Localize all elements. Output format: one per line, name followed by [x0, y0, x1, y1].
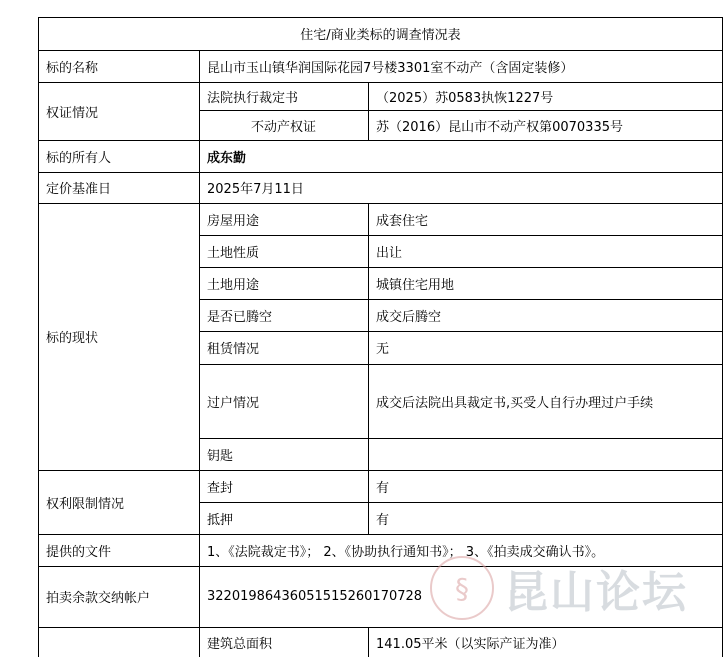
restriction-label-mortgage: 抵押	[207, 512, 234, 528]
label-price-date: 定价基准日	[46, 182, 112, 197]
value-documents: 1、《法院裁定书》； 2、《协助执行通知书》； 3、《拍卖成交确认书》。	[207, 544, 605, 560]
status-label-keys: 钥匙	[207, 448, 234, 464]
label-restrictions: 权利限制情况	[46, 496, 125, 512]
watermark-text: 昆山论坛	[504, 567, 688, 618]
status-value-land-nature: 出让	[376, 245, 403, 261]
value-price-date: 2025年7月11日	[207, 182, 304, 197]
label-status: 标的现状	[46, 331, 99, 346]
value-owner: 成东勤	[207, 150, 247, 166]
status-label-transfer: 过户情况	[207, 395, 260, 411]
value-name: 昆山市玉山镇华润国际花园7号楼3301室不动产（含固定装修）	[207, 60, 574, 76]
status-label-land-usage: 土地用途	[207, 277, 260, 293]
label-name: 标的名称	[46, 60, 99, 76]
status-value-lease: 无	[376, 342, 390, 357]
status-label-land-nature: 土地性质	[207, 245, 260, 261]
status-value-land-usage: 城镇住宅用地	[376, 277, 455, 293]
value-area: 141.05平米（以实际产证为准）	[376, 636, 565, 652]
status-value-usage: 成套住宅	[376, 213, 429, 229]
value-account: 322019864360515152601707​28	[207, 589, 423, 604]
label-documents: 提供的文件	[46, 544, 112, 560]
status-value-vacated: 成交后腾空	[376, 309, 442, 325]
status-label-lease: 租赁情况	[207, 342, 260, 357]
status-label-usage: 房屋用途	[207, 213, 260, 229]
restriction-label-seizure: 查封	[207, 480, 234, 496]
watermark	[430, 556, 688, 620]
table-title: 住宅/商业类标的调查情况表	[300, 28, 461, 43]
label-owner: 标的所有人	[46, 150, 112, 166]
watermark-logo-icon: §	[430, 556, 494, 620]
status-label-vacated: 是否已腾空	[207, 309, 273, 325]
status-value-transfer: 成交后法院出具裁定书,买受人自行办理过户手续	[376, 395, 654, 411]
label-rights: 权证情况	[46, 105, 99, 121]
value-court-ruling: （2025）苏0583执恢1227号	[376, 90, 554, 106]
label-property-cert: 不动产权证	[250, 119, 316, 135]
restriction-value-seizure: 有	[376, 480, 390, 496]
label-court-ruling: 法院执行裁定书	[207, 90, 299, 106]
value-property-cert: 苏（2016）昆山市不动产权第0070335号	[376, 119, 623, 135]
label-account: 拍卖余款交纳帐户	[46, 591, 151, 606]
restriction-value-mortgage: 有	[376, 512, 390, 528]
label-area: 建筑总面积	[207, 636, 273, 652]
